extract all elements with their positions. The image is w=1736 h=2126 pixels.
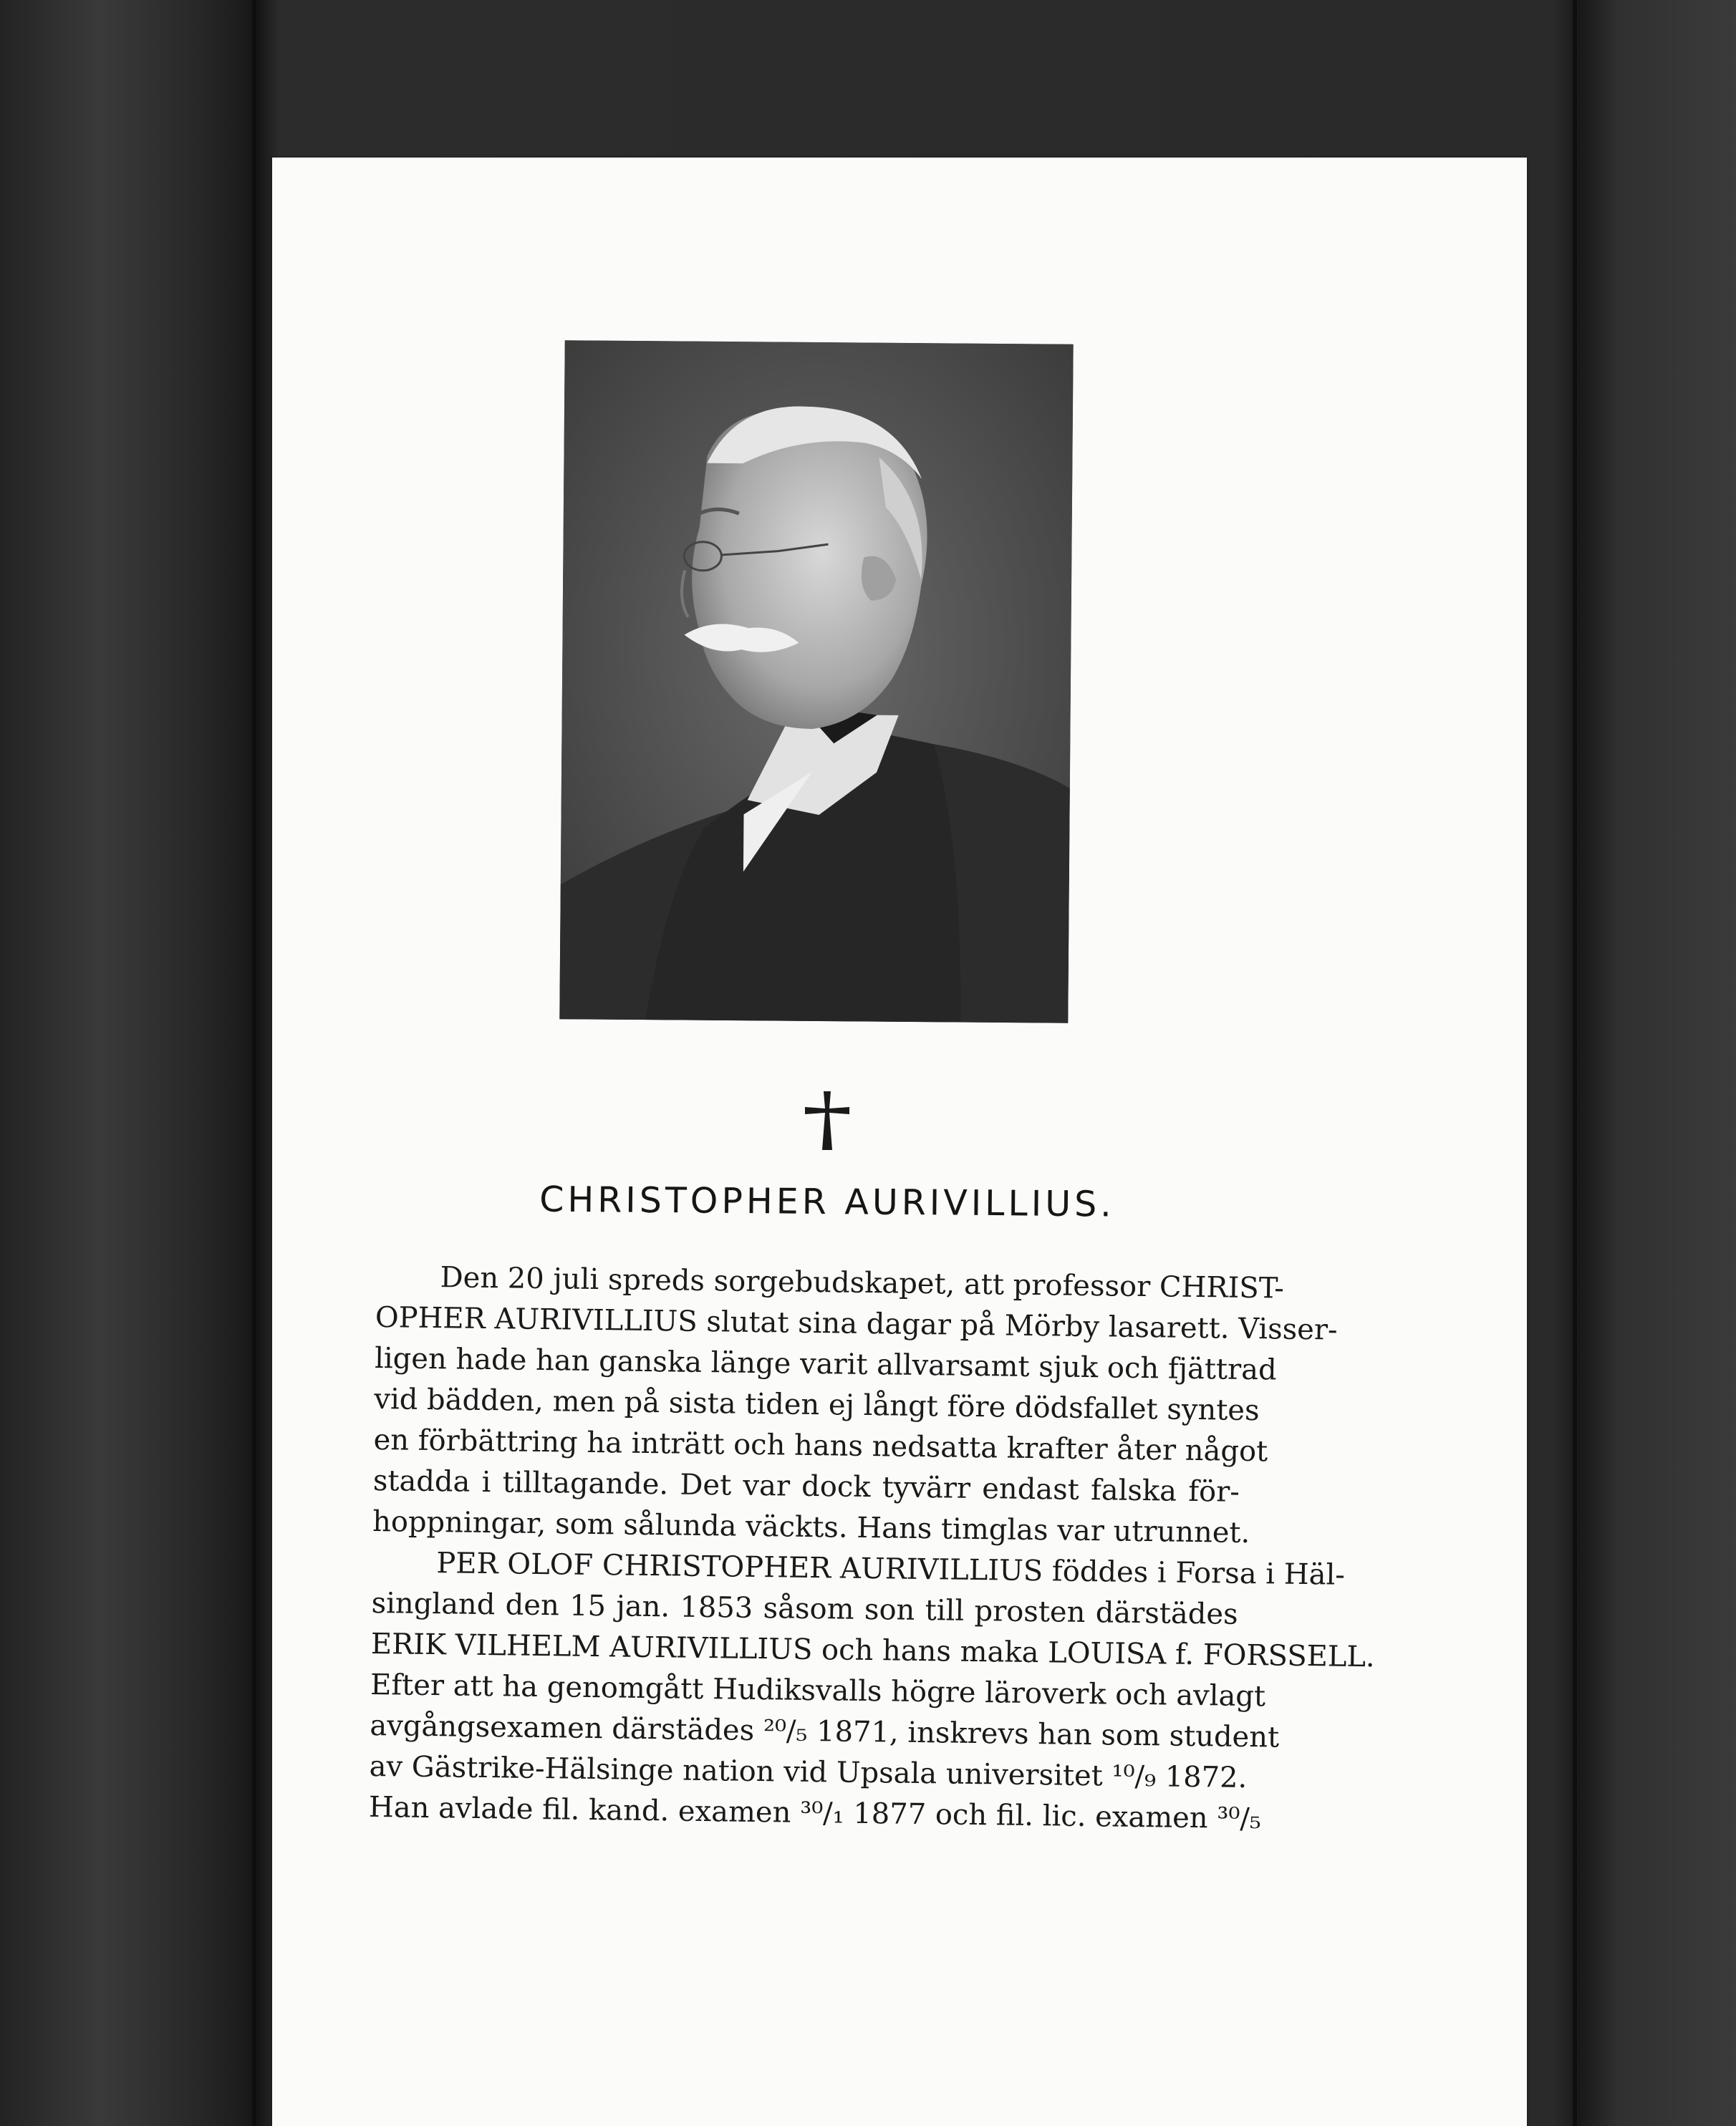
text-line: hoppningar, som sålunda väckts. Hans timglas var utrunnet. bbox=[372, 1504, 1250, 1550]
text-line: en förbättring ha inträtt och hans nedsatta krafter åter något bbox=[373, 1423, 1268, 1469]
text-line: Han avlade fil. kand. examen ³⁰/₁ 1877 och fil. lic. examen ³⁰/₅ bbox=[368, 1790, 1262, 1836]
scan-edge-right bbox=[1573, 0, 1577, 2126]
body-text bbox=[368, 1257, 1375, 1840]
document-page bbox=[272, 158, 1527, 2126]
text-line: PER OLOF CHRISTOPHER AURIVILLIUS föddes i Forsa i Häl- bbox=[436, 1547, 1346, 1592]
text-line: stadda i tilltagande. Det var dock tyvärr endast falska för- bbox=[372, 1464, 1240, 1509]
text-line: vid bädden, men på sista tiden ej långt före dödsfallet syntes bbox=[374, 1382, 1260, 1428]
text-line: OPHER AURIVILLIUS slutat sina dagar på Mörby lasarett. Visser- bbox=[375, 1300, 1338, 1347]
text-line: singland den 15 jan. 1853 såsom son till prosten därstädes bbox=[371, 1586, 1238, 1631]
text-line: Den 20 juli spreds sorgebudskapet, att professor CHRIST- bbox=[440, 1261, 1285, 1305]
text-line: av Gästrike-Hälsinge nation vid Upsala universitet ¹⁰/₉ 1872. bbox=[369, 1749, 1248, 1794]
page-title: CHRISTOPHER AURIVILLIUS. bbox=[539, 1179, 1116, 1225]
scan-edge-left bbox=[252, 0, 256, 2126]
text-line: ERIK VILHELM AURIVILLIUS och hans maka LOUISA f. FORSSELL. bbox=[370, 1627, 1375, 1674]
text-line: avgångsexamen därstädes ²⁰/₅ 1871, inskrevs han som student bbox=[370, 1709, 1280, 1754]
text-line: ligen hade han ganska länge varit allvarsamt sjuk och fjättrad bbox=[374, 1341, 1277, 1387]
portrait-illustration bbox=[559, 340, 1073, 1023]
text-line: Efter att ha genomgått Hudiksvalls högre läroverk och avlagt bbox=[370, 1668, 1266, 1714]
cross-icon bbox=[802, 1088, 852, 1153]
portrait-photo bbox=[559, 340, 1073, 1023]
